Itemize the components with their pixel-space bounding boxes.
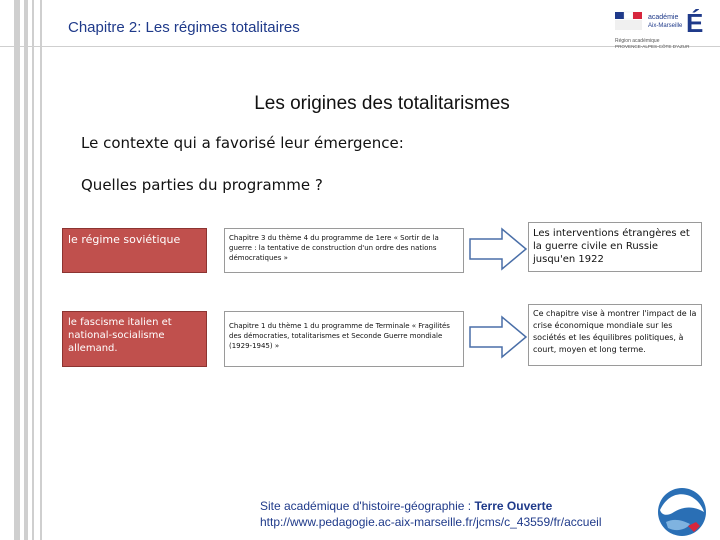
logo-text-academie: académie — [648, 14, 679, 21]
slide-title: Les origines des totalitarismes — [254, 93, 510, 114]
academie-logo — [612, 6, 712, 52]
result-box-2: Ce chapitre vise à montrer l'impact de la crise économique mondiale sur les sociétés et les équilibres politiques, à court, moyen et long terme. — [528, 304, 702, 366]
header-title: Chapitre 2: Les régimes totalitaires — [68, 19, 300, 36]
right-arrow-icon — [468, 226, 528, 272]
logo-text-region: Région académique — [615, 38, 660, 44]
slide-question: Quelles parties du programme ? — [81, 176, 323, 194]
left-decor-bar-4 — [40, 0, 42, 540]
topic-box-soviet: le régime soviétique — [62, 228, 207, 273]
svg-text:É: É — [686, 8, 704, 38]
footer-site-line — [260, 498, 601, 514]
right-arrow-icon — [468, 314, 528, 360]
left-decor-bar-1 — [14, 0, 20, 540]
chapter-box-2: Chapitre 1 du thème 1 du programme de Terminale « Fragilités des démocraties, totalitarismes et Seconde Guerre mondiale (1929-1945) » — [224, 311, 464, 367]
footer-url-link[interactable]: http://www.pedagogie.ac-aix-marseille.fr/jcms/c_43559/fr/accueil — [260, 515, 602, 529]
topic-box-fascism: le fascisme italien et national-socialisme allemand. — [62, 311, 207, 367]
left-decor-bar-3 — [32, 0, 34, 540]
chapter-box-1: Chapitre 3 du thème 4 du programme de 1ere « Sortir de la guerre : la tentative de construction d'un ordre des nations démocratiques » — [224, 228, 464, 273]
result-box-1: Les interventions étrangères et la guerre civile en Russie jusqu'en 1922 — [528, 222, 702, 272]
logo-text-aix: Aix-Marseille — [648, 23, 683, 29]
footer-site-prefix: Site académique d'histoire-géographie : — [260, 499, 475, 513]
slide-subtitle: Le contexte qui a favorisé leur émergence: — [81, 134, 404, 152]
terre-ouverte-globe-icon — [650, 482, 712, 538]
left-decor-bar-2 — [24, 0, 28, 540]
logo-text-paca: PROVENCE-ALPES-CÔTE D'AZUR — [615, 44, 690, 49]
footer — [260, 498, 601, 530]
footer-site-name: Terre Ouverte — [474, 499, 553, 513]
